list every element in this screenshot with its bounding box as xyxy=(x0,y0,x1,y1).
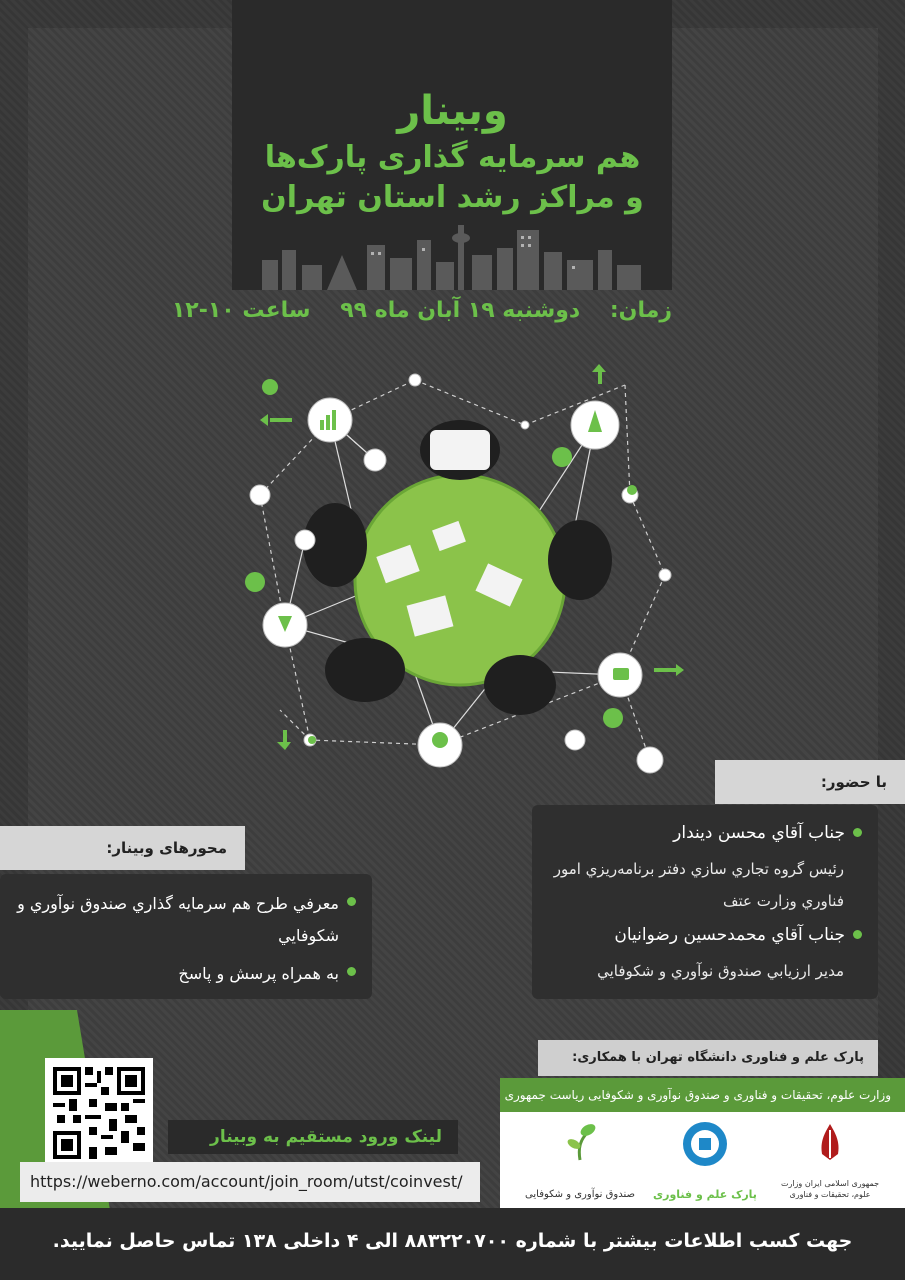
university-tehran-logo xyxy=(650,1120,760,1200)
university-tehran-icon xyxy=(681,1120,729,1168)
attendees-heading-text: با حضور: xyxy=(820,773,887,791)
bullet-icon xyxy=(853,828,862,837)
attendees-box xyxy=(532,805,878,999)
bullet-icon xyxy=(347,897,356,906)
tehran-skyline-icon xyxy=(232,220,672,290)
park-logo-text: پارک علم و فناوری xyxy=(653,1188,757,1201)
emblem-iran-icon xyxy=(810,1120,850,1164)
attendee-2-name: جناب آقاي محمدحسین رضوانیان xyxy=(614,925,845,945)
host-partner-heading: پارک علم و فناوری دانشگاه تهران با همکاری: xyxy=(538,1040,878,1076)
webinar-title: وبینار xyxy=(397,88,508,134)
attendee-1 xyxy=(544,819,862,847)
topics-heading xyxy=(0,826,245,870)
attendee-2 xyxy=(544,921,862,949)
topic-1-text: معرفي طرح هم سرمایه گذاري صندوق نوآوري و شکوفايي xyxy=(17,894,339,945)
innovation-fund-logo xyxy=(525,1120,635,1200)
webinar-subtitle-line2: و مراکز رشد استان تهران xyxy=(261,180,644,215)
innovation-fund-text: صندوق نوآوری و شکوفایی xyxy=(525,1189,635,1200)
attendee-2-role: مدیر ارزیابي صندوق نوآوري و شکوفايي xyxy=(597,962,844,980)
topic-2-text: به همراه پرسش و پاسخ xyxy=(178,964,339,983)
topics-box xyxy=(0,874,372,999)
collaborators-bar: وزارت علوم، تحقیقات و فناوری و صندوق نوآوری و شکوفایی ریاست جمهوری xyxy=(500,1078,905,1112)
partner-logos xyxy=(500,1112,905,1208)
qr-code[interactable] xyxy=(45,1058,153,1168)
date-time-line xyxy=(171,298,672,323)
emblem-iran-logo xyxy=(775,1120,885,1200)
topic-2 xyxy=(14,958,356,990)
date-label: زمان: xyxy=(609,298,672,323)
topics-heading-text: محورهای وبینار: xyxy=(106,839,227,857)
attendee-1-role: رئیس گروه تجاري سازي دفتر برنامه‌ریزي امور فناوري وزارت عتف xyxy=(553,860,844,910)
date-value: دوشنبه ۱۹ آبان ماه ۹۹ xyxy=(340,298,581,323)
time-value: ساعت ۱۰-۱۲ xyxy=(171,298,311,323)
innovation-fund-icon xyxy=(560,1120,600,1164)
webinar-link-url[interactable]: https://weberno.com/account/join_room/utst/coinvest/ xyxy=(20,1162,480,1202)
attendees-heading xyxy=(715,760,905,804)
emblem-iran-text: جمهوری اسلامی ایران وزارت علوم، تحقیقات و فناوری xyxy=(780,1179,880,1199)
attendee-1-name: جناب آقاي محسن دیندار xyxy=(673,823,845,843)
bullet-icon xyxy=(347,967,356,976)
topic-1 xyxy=(14,888,356,952)
meeting-network-illustration xyxy=(230,350,690,790)
qr-code-icon xyxy=(53,1066,145,1160)
bullet-icon xyxy=(853,930,862,939)
contact-footer: جهت کسب اطلاعات بیشتر با شماره ۸۸۳۲۲۰۷۰۰ الی ۴ داخلی ۱۳۸ تماس حاصل نمایید. xyxy=(0,1208,905,1280)
webinar-subtitle-line1: هم سرمایه گذاری پارک‌ها xyxy=(264,140,641,175)
webinar-link-label: لینک ورود مستقیم به وبینار xyxy=(168,1120,458,1154)
